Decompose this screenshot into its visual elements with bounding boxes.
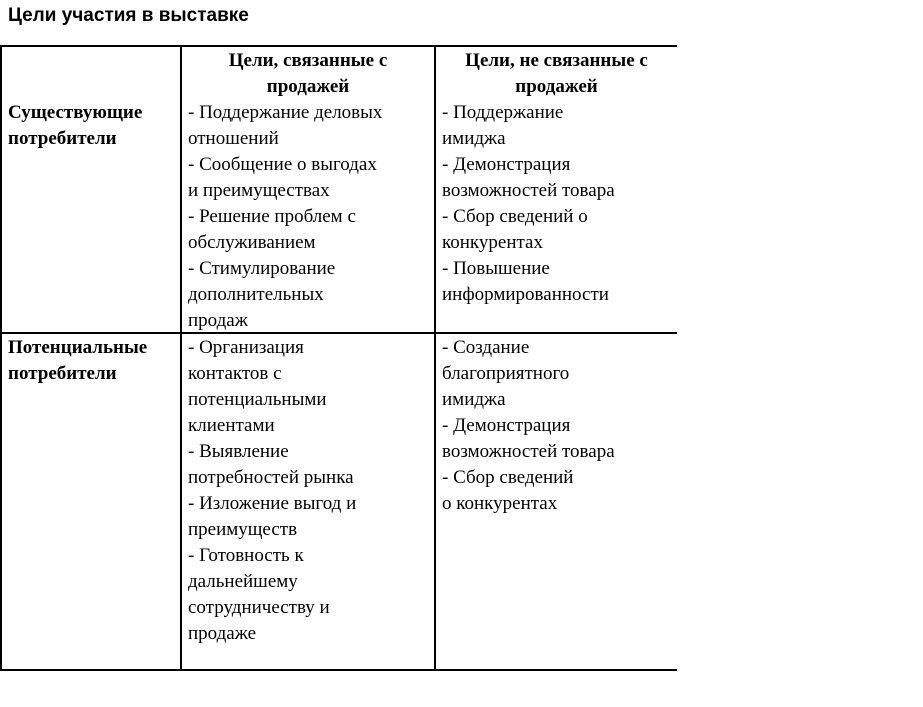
cell-line: контактов с — [188, 363, 282, 384]
cell-potential-sales-goals — [188, 335, 356, 647]
cell-line: - Демонстрация — [442, 415, 571, 436]
cell-line: дальнейшему — [188, 571, 298, 592]
cell-line: - Сбор сведений — [442, 467, 574, 488]
table-left-border — [0, 45, 2, 671]
cell-line: продаж — [188, 310, 248, 331]
cell-line: - Поддержание — [442, 102, 564, 123]
cell-line: - Демонстрация — [442, 154, 571, 175]
cell-line: о конкурентах — [442, 493, 558, 514]
header-line: продажей — [515, 76, 598, 97]
table-column-divider — [434, 45, 436, 671]
cell-line: - Повышение — [442, 258, 550, 279]
row-label-existing-customers — [8, 100, 142, 152]
cell-line: сотрудничеству и — [188, 597, 330, 618]
cell-existing-non-sales-goals — [442, 100, 615, 308]
cell-line: обслуживанием — [188, 232, 316, 253]
cell-line: - Создание — [442, 337, 530, 358]
cell-line: благоприятного — [442, 363, 570, 384]
cell-line: и преимуществах — [188, 180, 330, 201]
table-bottom-border — [0, 669, 677, 671]
cell-line: имиджа — [442, 128, 506, 149]
cell-line: потребностей рынка — [188, 467, 354, 488]
cell-line: - Выявление — [188, 441, 289, 462]
row-label-line: потребители — [8, 128, 117, 149]
cell-line: - Решение проблем с — [188, 206, 356, 227]
row-label-line: потребители — [8, 363, 117, 384]
cell-line: информированности — [442, 284, 609, 305]
cell-line: - Сообщение о выгодах — [188, 154, 377, 175]
cell-line: - Готовность к — [188, 545, 304, 566]
cell-line: - Организация — [188, 337, 304, 358]
table-column-divider — [180, 45, 182, 671]
column-header-non-sales-goals — [436, 48, 677, 100]
header-line: Цели, связанные с — [228, 50, 388, 71]
table-top-border — [0, 45, 677, 47]
cell-line: возможностей товара — [442, 180, 615, 201]
cell-line: - Изложение выгод и — [188, 493, 357, 514]
cell-line: имиджа — [442, 389, 506, 410]
cell-line: отношений — [188, 128, 279, 149]
row-label-potential-customers — [8, 335, 147, 387]
cell-potential-non-sales-goals — [442, 335, 615, 517]
cell-line: клиентами — [188, 415, 275, 436]
cell-line: преимуществ — [188, 519, 298, 540]
cell-line: возможностей товара — [442, 441, 615, 462]
header-line: Цели, не связанные с — [465, 50, 648, 71]
cell-existing-sales-goals — [188, 100, 382, 334]
row-label-line: Потенциальные — [8, 337, 148, 358]
document-title: Цели участия в выставке — [8, 5, 249, 26]
cell-line: - Поддержание деловых — [188, 102, 383, 123]
cell-line: - Стимулирование — [188, 258, 336, 279]
cell-line: продаже — [188, 623, 257, 644]
cell-line: конкурентах — [442, 232, 543, 253]
cell-line: - Сбор сведений о — [442, 206, 588, 227]
row-label-line: Существующие — [8, 102, 143, 123]
goals-table — [0, 45, 677, 671]
cell-line: дополнительных — [188, 284, 324, 305]
cell-line: потенциальными — [188, 389, 327, 410]
header-line: продажей — [266, 76, 350, 97]
column-header-sales-goals — [182, 48, 434, 100]
